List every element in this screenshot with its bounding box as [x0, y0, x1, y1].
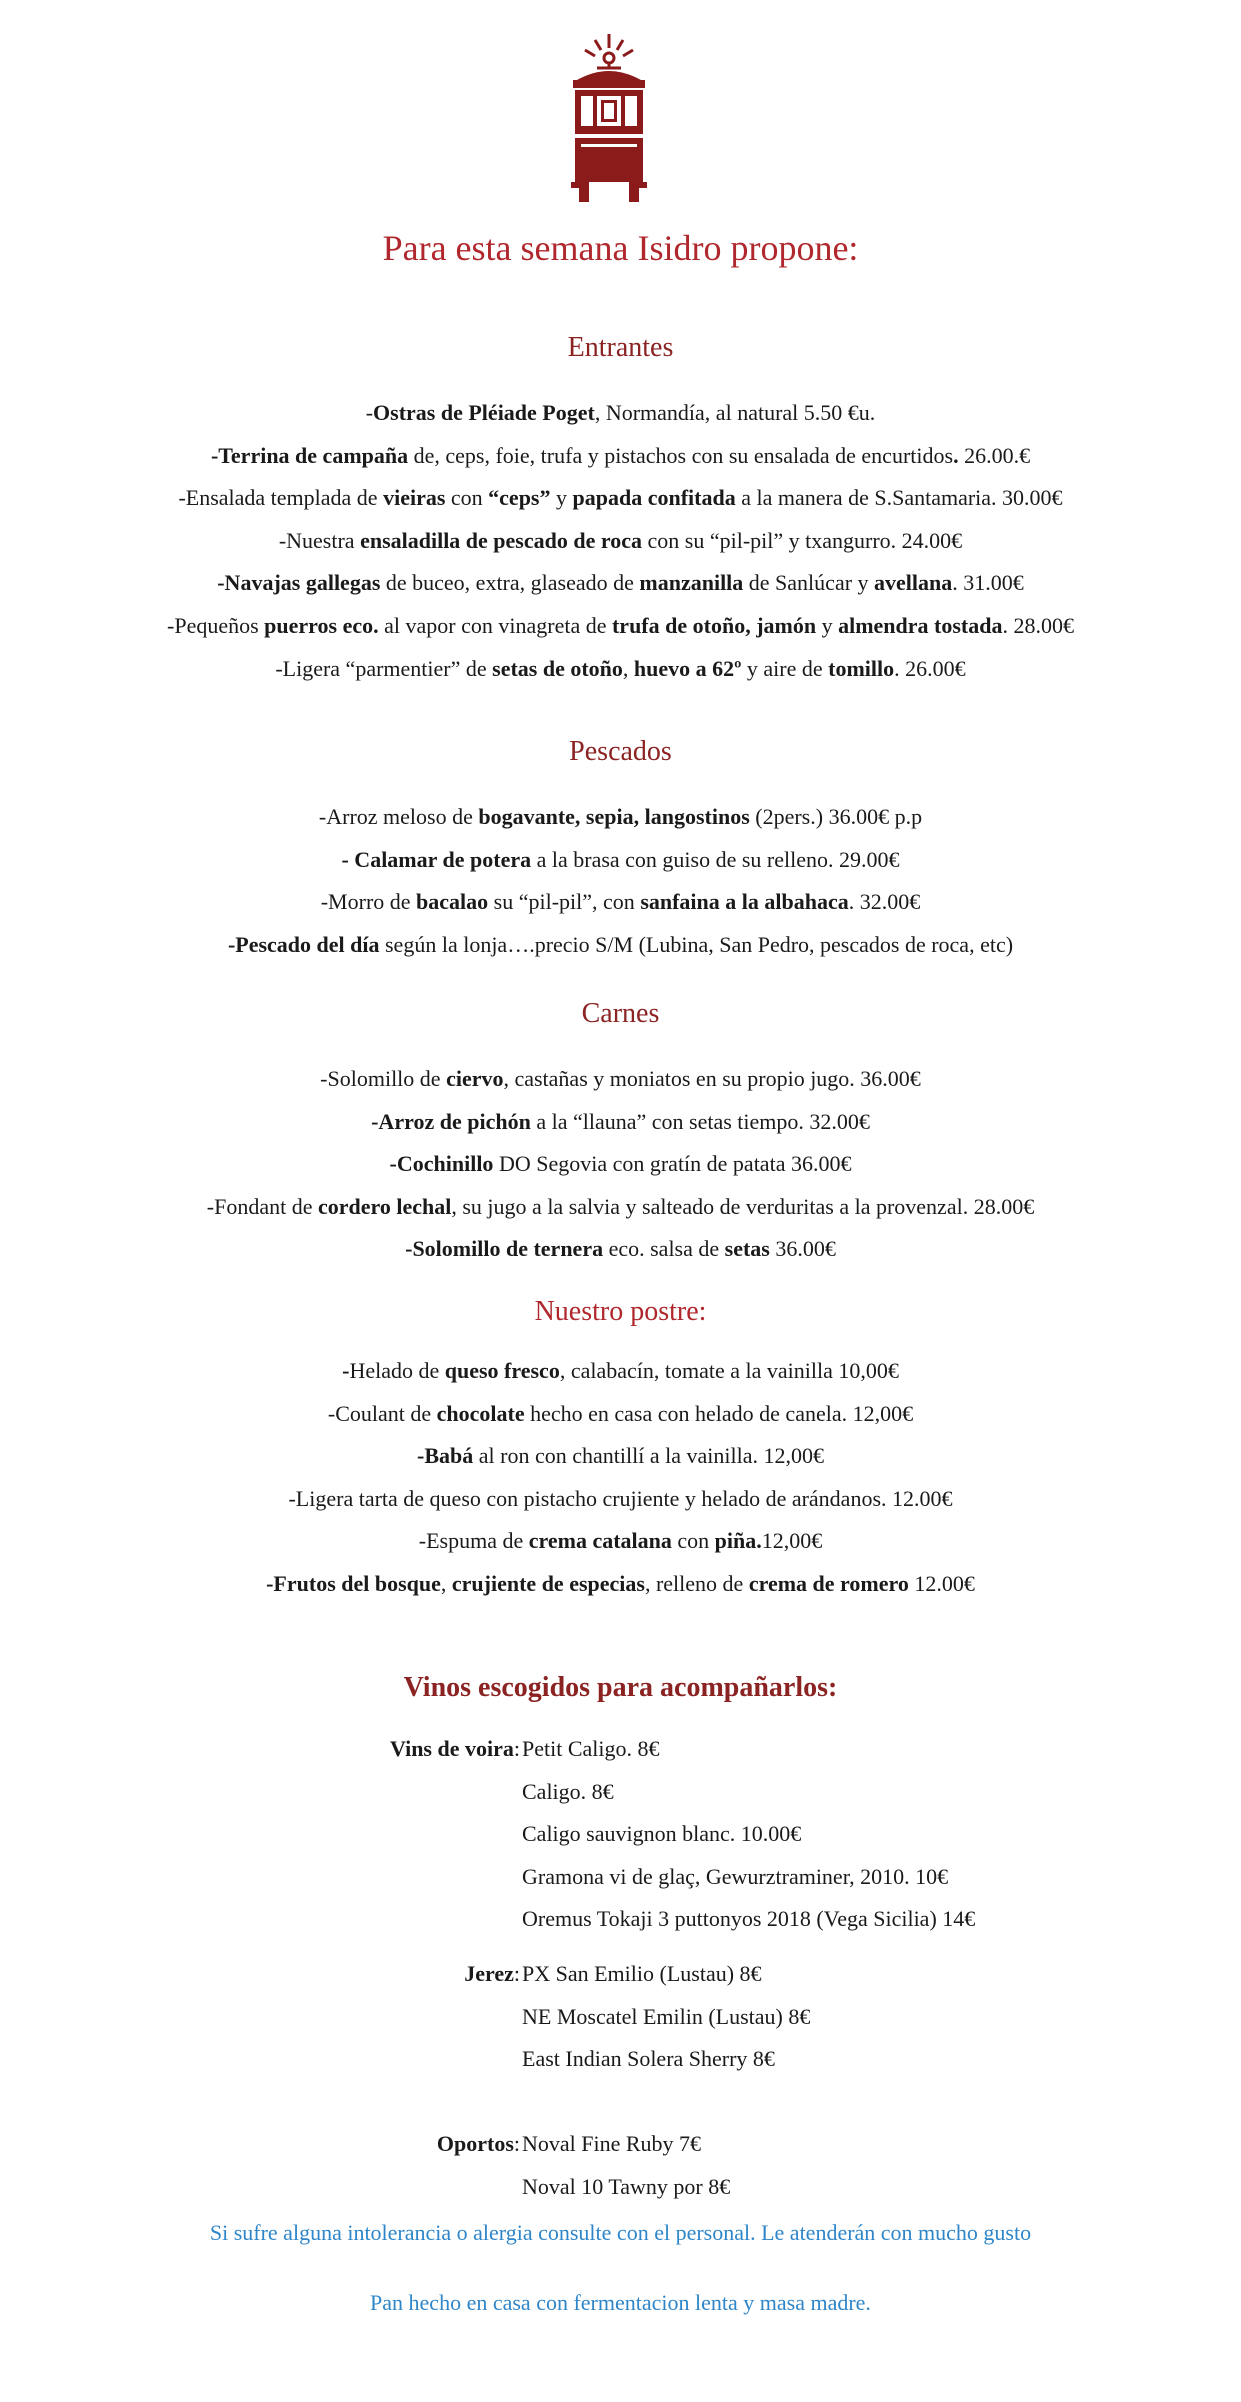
- menu-item: -Pescado del día según la lonja….precio S/M (Lubina, San Pedro, pescados de roca, etc): [227, 931, 1014, 957]
- menu-item: - Calamar de potera a la brasa con guiso de su relleno. 29.00€: [341, 846, 900, 872]
- wine-item: Gramona vi de glaç, Gewurztraminer, 2010. 10€: [522, 1863, 949, 1889]
- menu-item: -Ensalada templada de vieiras con “ceps” y papada confitada a la manera de S.Santamaria. 30.00€: [178, 485, 1063, 511]
- menu-item: -Ligera “parmentier” de setas de otoño, huevo a 62º y aire de tomillo. 26.00€: [275, 655, 966, 681]
- wine-item: PX San Emilio (Lustau) 8€: [522, 1961, 762, 1986]
- wine-item: Caligo sauvignon blanc. 10.00€: [522, 1821, 802, 1846]
- menu-item: -Navajas gallegas de buceo, extra, glaseado de manzanilla de Sanlúcar y avellana. 31.00€: [217, 570, 1024, 596]
- wine-list: [522, 1728, 975, 1941]
- wine-list: [522, 2123, 730, 2208]
- menu-item: -Espuma de crema catalana con piña.12,00€: [418, 1528, 823, 1554]
- menu-item: -Terrina de campaña de, ceps, foie, trufa y pistachos con su ensalada de encurtidos. 26.00.€: [210, 442, 1031, 468]
- wine-item: NE Moscatel Emilin (Lustau) 8€: [522, 2003, 811, 2029]
- wine-item: Caligo. 8€: [522, 1778, 614, 1804]
- wines-heading: Vinos escogidos para acompañarlos:: [403, 1672, 838, 1703]
- wine-item: Noval 10 Tawny por 8€: [522, 2173, 731, 2199]
- section-heading-carnes: Carnes: [581, 998, 660, 1029]
- wine-item: Petit Caligo. 8€: [522, 1736, 660, 1761]
- wine-group-label: Oportos:: [436, 2131, 520, 2156]
- page-title: Para esta semana Isidro propone:: [382, 228, 859, 268]
- wine-item: East Indian Solera Sherry 8€: [522, 2046, 775, 2071]
- wine-item: Oremus Tokaji 3 puttonyos 2018 (Vega Sicilia) 14€: [522, 1906, 976, 1931]
- section-list-entrantes: [0, 392, 1241, 690]
- section-list-pescados: [0, 796, 1241, 966]
- section-heading-pescados: Pescados: [569, 736, 672, 767]
- section-heading-entrantes: Entrantes: [567, 332, 674, 363]
- wine-group-label: Vins de voira:: [390, 1736, 520, 1761]
- menu-item: -Arroz de pichón a la “llauna” con setas tiempo. 32.00€: [371, 1108, 870, 1134]
- menu-item: -Coulant de chocolate hecho en casa con helado de canela. 12,00€: [327, 1400, 914, 1426]
- section-list-postres: [0, 1350, 1241, 1606]
- menu-item: -Babá al ron con chantillí a la vainilla. 12,00€: [417, 1443, 824, 1469]
- menu-item: -Solomillo de ciervo, castañas y moniatos en su propio jugo. 36.00€: [320, 1066, 921, 1091]
- section-list-carnes: [0, 1058, 1241, 1271]
- menu-item: -Arroz meloso de bogavante, sepia, langostinos (2pers.) 36.00€ p.p: [318, 804, 923, 829]
- menu-item: -Helado de queso fresco, calabacín, tomate a la vainilla 10,00€: [342, 1358, 899, 1383]
- menu-item: -Ligera tarta de queso con pistacho crujiente y helado de arándanos. 12.00€: [288, 1485, 953, 1511]
- allergy-note: Si sufre alguna intolerancia o alergia consulte con el personal. Le atenderán con mucho gusto: [209, 2220, 1032, 2245]
- menu-item: -Solomillo de ternera eco. salsa de setas 36.00€: [405, 1236, 836, 1262]
- bread-note: Pan hecho en casa con fermentacion lenta y masa madre.: [370, 2290, 871, 2315]
- wine-list: [522, 1953, 810, 2081]
- menu-item: -Frutos del bosque, crujiente de especias, relleno de crema de romero 12.00€: [266, 1570, 975, 1596]
- menu-item: -Ostras de Pléiade Poget, Normandía, al natural 5.50 €u.: [365, 400, 876, 425]
- menu-item: -Cochinillo DO Segovia con gratín de patata 36.00€: [389, 1151, 852, 1177]
- menu-item: -Nuestra ensaladilla de pescado de roca con su “pil-pil” y txangurro. 24.00€: [278, 527, 963, 553]
- tram-logo-icon: [561, 32, 657, 204]
- wine-item: Noval Fine Ruby 7€: [522, 2131, 702, 2156]
- menu-item: -Morro de bacalao su “pil-pil”, con sanfaina a la albahaca. 32.00€: [320, 889, 921, 915]
- wine-group-label: Jerez:: [464, 1961, 520, 1986]
- section-heading-postres: Nuestro postre:: [534, 1296, 707, 1327]
- menu-item: -Pequeños puerros eco. al vapor con vinagreta de trufa de otoño, jamón y almendra tostada. 28.00€: [167, 612, 1074, 638]
- menu-item: -Fondant de cordero lechal, su jugo a la salvia y salteado de verduritas a la provenzal. 28.00€: [206, 1193, 1035, 1219]
